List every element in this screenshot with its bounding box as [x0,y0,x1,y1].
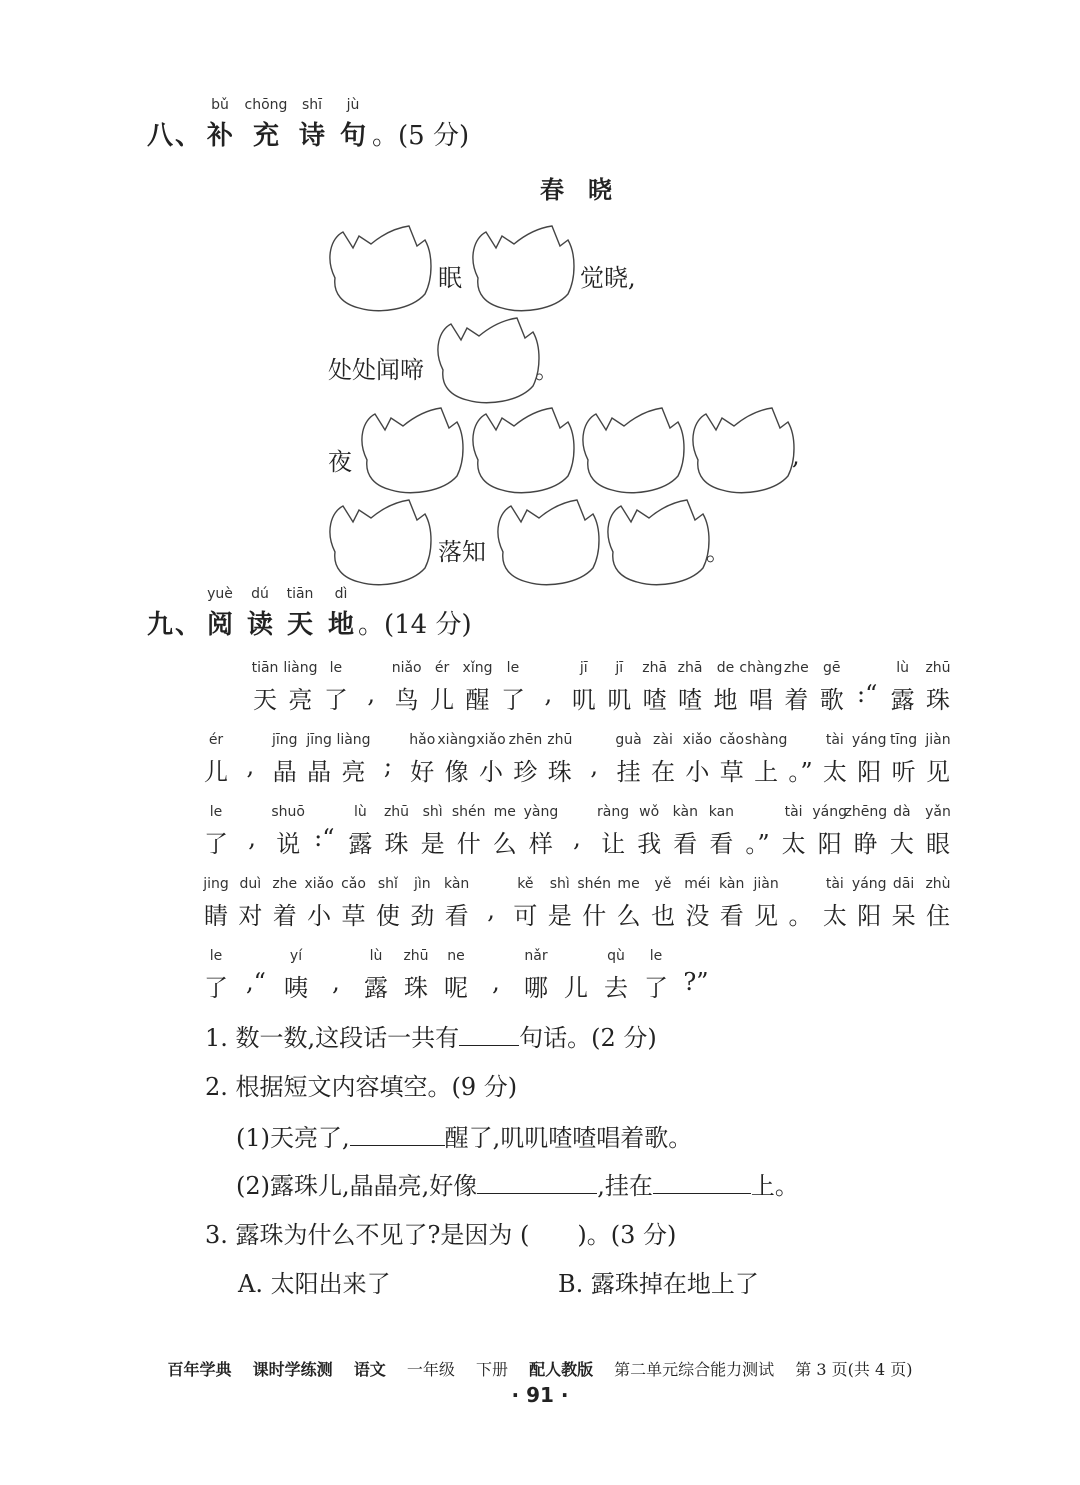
passage-pinyin: kě [517,876,534,892]
passage-pinyin: ne [447,948,465,964]
passage-char: ; [383,752,392,780]
question-text: (2)露珠儿,晶晶亮,好像 [236,1172,478,1200]
answer-blank[interactable] [653,1171,751,1194]
passage-char: 是 [420,830,445,858]
passage-char: 看 [444,902,469,930]
passage-char: 草 [341,902,366,930]
passage-char: 太 [822,758,847,786]
passage-pinyin: tài [825,732,844,748]
passage-char: 看 [709,830,734,858]
passage-pinyin: cǎo [719,732,745,748]
passage-char: , [367,680,376,708]
passage-char: , [492,968,500,996]
passage-char: 睛 [204,902,228,930]
passage-pinyin: gē [822,660,841,676]
passage-pinyin: niǎo [391,660,422,676]
passage-char: 着 [784,686,809,714]
passage-char: 看 [719,902,744,930]
passage-char: 珠 [547,758,572,786]
heading-score: 。(5 分) [372,121,470,151]
passage-char: 见 [926,758,950,786]
passage-pinyin: kan [708,804,735,820]
passage-char: 阳 [817,830,842,858]
passage-char: 见 [754,902,779,930]
question-2: 2. 根据短文内容填空。(9 分) [205,1073,518,1101]
question-text: 1. 数一数,这段话一共有 [205,1024,460,1052]
leaf-blank-icon[interactable] [468,218,578,322]
passage-char: 哪 [524,974,548,1002]
passage-pinyin: yáng [812,804,847,820]
question-3: 3. 露珠为什么不见了?是因为 ( )。(3 分) [205,1221,677,1249]
passage-pinyin: kàn [443,876,470,892]
heading-pinyin: shī [301,97,323,113]
heading-pinyin: jù [346,97,360,113]
heading-score: 。(14 分) [358,610,472,640]
passage-pinyin: zhēn [508,732,543,748]
passage-char: 样 [528,830,553,858]
passage-char: 了 [500,686,525,714]
passage-pinyin: xiǎo [476,732,506,748]
passage-char: , [332,968,340,996]
passage-char: 什 [456,830,481,858]
answer-blank[interactable] [459,1023,519,1046]
passage-pinyin: shǐ [377,876,398,892]
passage-pinyin: le [209,948,223,964]
question-text: ,挂在 [597,1172,653,1200]
passage-char: 对 [238,902,263,930]
passage-pinyin: jing [203,876,229,892]
passage-char: 儿 [430,686,455,714]
passage-pinyin: ràng [597,804,630,820]
passage-char: 呢 [444,974,468,1002]
passage-pinyin: yàng [523,804,559,820]
passage-pinyin: tīng [890,732,918,748]
page-footer [0,1357,1080,1380]
passage-char: 上 [754,758,779,786]
passage-char: 亮 [341,758,366,786]
poem-text: 觉晓, [580,264,636,292]
poem-title: 春 晓 [540,176,612,204]
passage-char: :“ [314,824,335,852]
passage-char: :“ [856,680,878,708]
passage-pinyin: le [329,660,343,676]
passage-char: 也 [650,902,675,930]
passage-pinyin: yáng [851,876,887,892]
footer-subject: 语文 [353,1360,386,1379]
passage-char: 可 [513,902,538,930]
heading-pinyin: chōng [244,97,288,113]
passage-pinyin: zhe [272,876,298,892]
question-text: 句话。(2 分) [519,1024,657,1052]
passage-pinyin: xǐng [462,660,493,676]
passage-pinyin: zhā [642,660,668,676]
footer-test-name: 第二单元综合能力测试 [614,1360,775,1379]
passage-pinyin: méi [684,876,711,892]
passage-pinyin: me [493,804,516,820]
passage-char: 眼 [926,830,950,858]
leaf-blank-icon[interactable] [357,400,467,504]
passage-char: ?” [683,968,709,996]
passage-char: 挂 [616,758,641,786]
passage-char: 儿 [564,974,588,1002]
footer-page-info: 第 3 页(共 4 页) [795,1360,913,1379]
passage-char: 喳 [678,686,703,714]
passage-pinyin: jiàn [925,732,951,748]
heading-char: 、 [174,121,202,151]
question-text: 醒了,叽叽喳喳唱着歌。 [444,1124,693,1152]
passage-char: 小 [479,758,504,786]
passage-char: 醒 [465,686,490,714]
passage-char: 使 [375,902,400,930]
heading-char: 读 [246,610,274,640]
passage-pinyin: dāi [892,876,915,892]
heading-pinyin: yuè [207,586,233,602]
answer-blank[interactable] [477,1171,597,1194]
passage-char: 听 [891,758,916,786]
passage-pinyin: shì [549,876,570,892]
passage-char: 好 [410,758,435,786]
passage-char: 亮 [288,686,313,714]
passage-char: 在 [650,758,675,786]
passage-char: 天 [253,686,277,714]
heading-char: 充 [252,121,280,151]
passage-char: , [590,752,599,780]
passage-char: 呆 [891,902,916,930]
passage-pinyin: zhā [677,660,703,676]
passage-pinyin: ér [434,660,450,676]
page-number: · 91 · [511,1383,569,1407]
heading-char: 、 [174,610,202,640]
passage-pinyin: xiǎo [304,876,334,892]
passage-char: 小 [307,902,332,930]
passage-pinyin: le [649,948,663,964]
passage-char: 晶 [307,758,332,786]
passage-pinyin: zài [653,732,673,748]
heading-char: 地 [327,610,355,640]
passage-char: 鸟 [394,686,419,714]
passage-char: 劲 [410,902,435,930]
passage-char: , [246,752,255,780]
passage-char: 喳 [642,686,667,714]
poem-text: 。 [706,538,730,566]
leaf-blank-icon[interactable] [433,310,543,414]
heading-pinyin: bǔ [211,97,229,113]
heading-char: 天 [286,610,314,640]
passage-pinyin: xiǎo [682,732,712,748]
passage-pinyin: shén [451,804,486,820]
poem-text: 夜 [328,448,352,476]
passage-char: 么 [616,902,641,930]
heading-pinyin: dì [334,586,348,602]
passage-pinyin: cǎo [341,876,366,892]
passage-char: 大 [889,830,914,858]
passage-char: 了 [204,974,228,1002]
passage-char: 了 [323,686,348,714]
passage-pinyin: yí [289,948,303,964]
passage-char: 咦 [284,974,308,1002]
passage-char: 地 [713,686,738,714]
passage-pinyin: jī [579,660,588,676]
passage-pinyin: shén [577,876,612,892]
poem-text: 眠 [438,264,462,292]
passage-char: 。 [788,902,813,930]
passage-pinyin: tài [825,876,844,892]
passage-pinyin: kàn [672,804,698,820]
passage-pinyin: zhēng [844,804,888,820]
passage-pinyin: zhù [925,876,951,892]
passage-char: 露 [890,686,915,714]
heading-char: 九 [146,610,174,640]
heading-char: 八 [146,121,174,151]
passage-pinyin: dà [893,804,911,820]
question-text: (1)天亮了, [236,1124,350,1152]
passage-char: 像 [444,758,469,786]
footer-series: 课时学练测 [252,1360,333,1379]
passage-char: 。” [745,830,770,858]
passage-char: 我 [637,830,662,858]
passage-char: 唱 [748,686,773,714]
poem-text: 处处闻啼 [328,356,424,384]
leaf-blank-icon[interactable] [603,492,713,596]
passage-pinyin: kàn [719,876,745,892]
passage-pinyin: liàng [336,732,371,748]
passage-char: 去 [604,974,628,1002]
passage-char: 说 [276,830,301,858]
poem-text: 落知 [438,538,486,566]
passage-char: 太 [781,830,806,858]
footer-brand: 百年学典 [167,1360,232,1379]
passage-char: 草 [719,758,744,786]
passage-char: 没 [685,902,710,930]
passage-char: 珍 [513,758,538,786]
question-2-2 [236,1166,799,1201]
passage-char: 看 [673,830,698,858]
leaf-blank-icon[interactable] [493,492,603,596]
passage-char: ,“ [246,968,266,996]
passage-char: 儿 [204,758,228,786]
passage-pinyin: qù [607,948,625,964]
passage-pinyin: tiān [251,660,279,676]
passage-pinyin: zhū [547,732,573,748]
passage-char: 让 [601,830,626,858]
passage-pinyin: jìn [413,876,431,892]
leaf-blank-icon[interactable] [578,400,688,504]
passage-pinyin: de [716,660,735,676]
question-2-1 [236,1118,692,1153]
passage-pinyin: jīng [271,732,298,748]
passage-pinyin: xiàng [437,732,476,748]
poem-text: 。 [535,356,559,384]
passage-pinyin: yǎn [925,804,951,820]
passage-char: 阳 [857,758,882,786]
passage-char: 着 [272,902,297,930]
footer-volume: 下册 [475,1360,508,1379]
passage-pinyin: le [506,660,520,676]
passage-char: 住 [926,902,950,930]
passage-char: 珠 [384,830,409,858]
passage-pinyin: zhū [403,948,429,964]
passage-pinyin: yě [654,876,672,892]
passage-char: 珠 [926,686,950,714]
passage-pinyin: wǒ [639,804,660,820]
passage-pinyin: guà [615,732,642,748]
leaf-blank-icon[interactable] [468,400,578,504]
footer-grade: 一年级 [406,1360,455,1379]
passage-char: 露 [348,830,373,858]
passage-char: 歌 [819,686,844,714]
passage-char: 阳 [857,902,882,930]
passage-char: , [573,824,581,852]
passage-pinyin: duì [239,876,262,892]
option-a[interactable]: A. 太阳出来了 [238,1270,391,1298]
passage-pinyin: nǎr [524,948,548,964]
passage-char: , [248,824,256,852]
question-text: 上。 [750,1172,799,1200]
passage-char: 是 [547,902,572,930]
answer-blank[interactable] [350,1123,445,1146]
footer-edition: 配人教版 [529,1360,594,1379]
passage-char: 了 [644,974,668,1002]
passage-pinyin: zhū [383,804,410,820]
leaf-blank-icon[interactable] [325,218,435,322]
passage-pinyin: jī [615,660,624,676]
passage-pinyin: zhe [783,660,809,676]
passage-char: 露 [364,974,388,1002]
passage-pinyin: liàng [283,660,318,676]
passage-char: 小 [685,758,710,786]
passage-pinyin: me [617,876,640,892]
passage-pinyin: yáng [851,732,887,748]
passage-char: 。” [788,758,813,786]
heading-pinyin: tiān [286,586,314,602]
heading-pinyin: dú [251,586,269,602]
option-b[interactable]: B. 露珠掉在地上了 [558,1270,759,1298]
passage-pinyin: shuō [271,804,305,820]
passage-pinyin: zhū [925,660,951,676]
passage-pinyin: chàng [739,660,783,676]
leaf-blank-icon[interactable] [688,400,798,504]
passage-pinyin: hǎo [409,732,436,748]
passage-pinyin: lù [369,948,383,964]
passage-pinyin: shàng [744,732,788,748]
passage-pinyin: jiàn [753,876,779,892]
passage-char: 晶 [272,758,297,786]
passage-char: , [544,680,553,708]
leaf-blank-icon[interactable] [325,492,435,596]
passage-char: 了 [204,830,228,858]
passage-pinyin: ér [208,732,224,748]
heading-char: 句 [339,121,367,151]
heading-char: 阅 [206,610,234,640]
passage-char: 么 [492,830,517,858]
passage-pinyin: shì [422,804,443,820]
question-1 [205,1018,657,1053]
passage-char: 叽 [571,686,596,714]
passage-char: 太 [822,902,847,930]
passage-char: 睁 [853,830,878,858]
passage-char: 什 [582,902,607,930]
passage-char: 珠 [404,974,428,1002]
passage-char: 叽 [607,686,632,714]
poem-text: , [792,442,800,470]
passage-pinyin: lù [896,660,909,676]
passage-pinyin: jīng [306,732,332,748]
passage-pinyin: lù [354,804,367,820]
passage-char: , [487,896,495,924]
heading-char: 诗 [298,121,326,151]
passage-pinyin: tài [784,804,803,820]
heading-char: 补 [206,121,234,151]
passage-pinyin: le [209,804,223,820]
